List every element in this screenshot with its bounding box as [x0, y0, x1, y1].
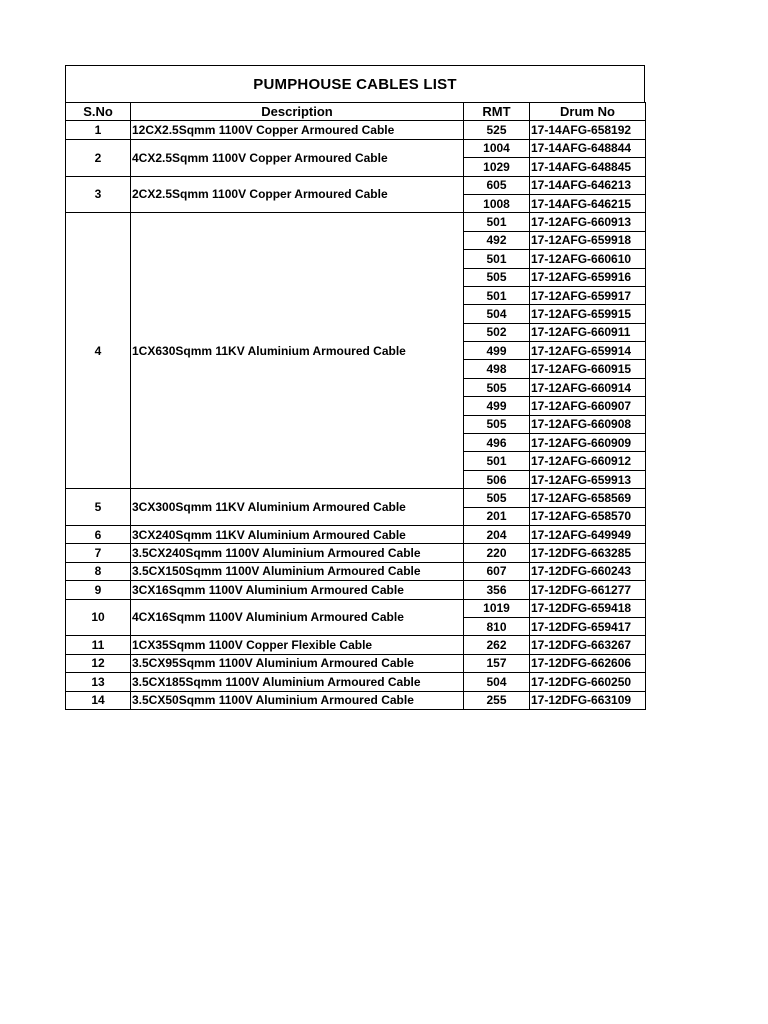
drum-number-cell: 17-12AFG-660915 — [530, 360, 646, 378]
table-row — [66, 673, 646, 691]
drum-number-cell: 17-12AFG-659917 — [530, 286, 646, 304]
rmt-cell: 157 — [464, 654, 530, 672]
header-row — [66, 103, 646, 121]
rmt-cell: 505 — [464, 489, 530, 507]
rmt-cell: 356 — [464, 581, 530, 599]
drum-number-cell: 17-12AFG-660610 — [530, 250, 646, 268]
drum-number-cell: 17-12DFG-663267 — [530, 636, 646, 654]
serial-number-cell: 12 — [66, 654, 131, 672]
drum-number-cell: 17-12DFG-663109 — [530, 691, 646, 709]
rmt-cell: 501 — [464, 250, 530, 268]
rmt-cell: 220 — [464, 544, 530, 562]
rmt-cell: 607 — [464, 562, 530, 580]
drum-number-cell: 17-12AFG-649949 — [530, 525, 646, 543]
description-cell: 12CX2.5Sqmm 1100V Copper Armoured Cable — [131, 121, 464, 139]
drum-number-cell: 17-12DFG-660250 — [530, 673, 646, 691]
table-row — [66, 654, 646, 672]
description-cell: 3CX300Sqmm 11KV Aluminium Armoured Cable — [131, 489, 464, 526]
description-cell: 3.5CX95Sqmm 1100V Aluminium Armoured Cable — [131, 654, 464, 672]
drum-number-cell: 17-14AFG-646213 — [530, 176, 646, 194]
drum-number-cell: 17-12DFG-659418 — [530, 599, 646, 617]
table-row — [66, 636, 646, 654]
rmt-cell: 262 — [464, 636, 530, 654]
rmt-cell: 504 — [464, 305, 530, 323]
rmt-cell: 1019 — [464, 599, 530, 617]
drum-number-cell: 17-12AFG-658570 — [530, 507, 646, 525]
serial-number-cell: 9 — [66, 581, 131, 599]
rmt-cell: 204 — [464, 525, 530, 543]
rmt-cell: 525 — [464, 121, 530, 139]
description-cell: 2CX2.5Sqmm 1100V Copper Armoured Cable — [131, 176, 464, 213]
drum-number-cell: 17-12AFG-660908 — [530, 415, 646, 433]
serial-number-cell: 7 — [66, 544, 131, 562]
cables-sheet — [65, 65, 645, 710]
serial-number-cell: 3 — [66, 176, 131, 213]
description-cell: 3CX16Sqmm 1100V Aluminium Armoured Cable — [131, 581, 464, 599]
table-row — [66, 139, 646, 157]
drum-number-cell: 17-12DFG-659417 — [530, 617, 646, 635]
rmt-cell: 1008 — [464, 194, 530, 212]
rmt-cell: 505 — [464, 268, 530, 286]
rmt-cell: 505 — [464, 415, 530, 433]
description-cell: 4CX2.5Sqmm 1100V Copper Armoured Cable — [131, 139, 464, 176]
rmt-cell: 502 — [464, 323, 530, 341]
drum-number-cell: 17-12AFG-660911 — [530, 323, 646, 341]
description-cell: 1CX35Sqmm 1100V Copper Flexible Cable — [131, 636, 464, 654]
description-cell: 3.5CX240Sqmm 1100V Aluminium Armoured Cable — [131, 544, 464, 562]
serial-number-cell: 8 — [66, 562, 131, 580]
table-row — [66, 581, 646, 599]
rmt-cell: 201 — [464, 507, 530, 525]
drum-number-cell: 17-14AFG-648845 — [530, 158, 646, 176]
header-description: Description — [131, 103, 464, 121]
drum-number-cell: 17-12AFG-660914 — [530, 378, 646, 396]
serial-number-cell: 13 — [66, 673, 131, 691]
table-body — [66, 121, 646, 710]
header-sno: S.No — [66, 103, 131, 121]
drum-number-cell: 17-12AFG-659913 — [530, 470, 646, 488]
rmt-cell: 498 — [464, 360, 530, 378]
drum-number-cell: 17-14AFG-646215 — [530, 194, 646, 212]
drum-number-cell: 17-12AFG-658569 — [530, 489, 646, 507]
rmt-cell: 504 — [464, 673, 530, 691]
drum-number-cell: 17-12AFG-659916 — [530, 268, 646, 286]
rmt-cell: 492 — [464, 231, 530, 249]
table-row — [66, 599, 646, 617]
table-row — [66, 121, 646, 139]
rmt-cell: 506 — [464, 470, 530, 488]
serial-number-cell: 4 — [66, 213, 131, 489]
drum-number-cell: 17-12DFG-662606 — [530, 654, 646, 672]
serial-number-cell: 11 — [66, 636, 131, 654]
header-rmt: RMT — [464, 103, 530, 121]
description-cell: 1CX630Sqmm 11KV Aluminium Armoured Cable — [131, 213, 464, 489]
table-row — [66, 544, 646, 562]
drum-number-cell: 17-12AFG-659918 — [530, 231, 646, 249]
description-cell: 3.5CX185Sqmm 1100V Aluminium Armoured Cable — [131, 673, 464, 691]
serial-number-cell: 1 — [66, 121, 131, 139]
description-cell: 3CX240Sqmm 11KV Aluminium Armoured Cable — [131, 525, 464, 543]
rmt-cell: 501 — [464, 213, 530, 231]
serial-number-cell: 2 — [66, 139, 131, 176]
rmt-cell: 501 — [464, 286, 530, 304]
table-row — [66, 176, 646, 194]
header-drum-no: Drum No — [530, 103, 646, 121]
rmt-cell: 1004 — [464, 139, 530, 157]
drum-number-cell: 17-14AFG-658192 — [530, 121, 646, 139]
table-row — [66, 213, 646, 231]
rmt-cell: 605 — [464, 176, 530, 194]
table-row — [66, 562, 646, 580]
drum-number-cell: 17-12DFG-660243 — [530, 562, 646, 580]
table-row — [66, 525, 646, 543]
drum-number-cell: 17-12AFG-660909 — [530, 434, 646, 452]
rmt-cell: 496 — [464, 434, 530, 452]
description-cell: 3.5CX150Sqmm 1100V Aluminium Armoured Cable — [131, 562, 464, 580]
drum-number-cell: 17-12DFG-661277 — [530, 581, 646, 599]
serial-number-cell: 6 — [66, 525, 131, 543]
rmt-cell: 255 — [464, 691, 530, 709]
rmt-cell: 1029 — [464, 158, 530, 176]
table-row — [66, 489, 646, 507]
drum-number-cell: 17-12AFG-660912 — [530, 452, 646, 470]
rmt-cell: 501 — [464, 452, 530, 470]
table-row — [66, 691, 646, 709]
cables-table — [65, 102, 646, 710]
rmt-cell: 505 — [464, 378, 530, 396]
description-cell: 4CX16Sqmm 1100V Aluminium Armoured Cable — [131, 599, 464, 636]
rmt-cell: 499 — [464, 342, 530, 360]
drum-number-cell: 17-12AFG-659914 — [530, 342, 646, 360]
serial-number-cell: 14 — [66, 691, 131, 709]
drum-number-cell: 17-12AFG-659915 — [530, 305, 646, 323]
drum-number-cell: 17-12DFG-663285 — [530, 544, 646, 562]
drum-number-cell: 17-12AFG-660913 — [530, 213, 646, 231]
drum-number-cell: 17-12AFG-660907 — [530, 397, 646, 415]
description-cell: 3.5CX50Sqmm 1100V Aluminium Armoured Cable — [131, 691, 464, 709]
rmt-cell: 810 — [464, 617, 530, 635]
serial-number-cell: 5 — [66, 489, 131, 526]
serial-number-cell: 10 — [66, 599, 131, 636]
sheet-title: PUMPHOUSE CABLES LIST — [65, 65, 645, 102]
rmt-cell: 499 — [464, 397, 530, 415]
drum-number-cell: 17-14AFG-648844 — [530, 139, 646, 157]
